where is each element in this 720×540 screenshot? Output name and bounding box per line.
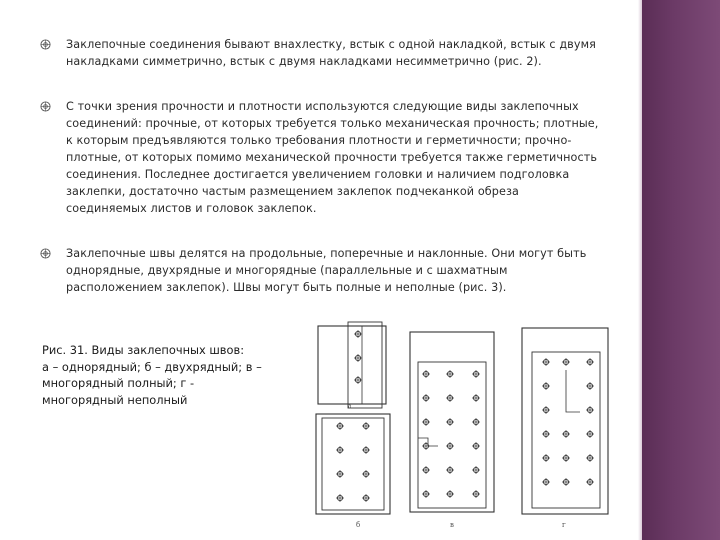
wheel-bullet-icon [40, 248, 51, 259]
figure-caption [42, 342, 282, 408]
label-a: а [348, 403, 352, 410]
bullet-text: Заклепочные швы делятся на продольные, поперечные и наклонные. Они могут быть однорядные, двухрядные и многорядные (параллельные и с шахматным расположением заклепок). Швы могут быть полные и неполные (рис. 3). [66, 247, 587, 294]
panel-b [316, 414, 390, 529]
bullet-text: С точки зрения прочности и плотности используются следующие виды заклепочных соединений: прочные, от которых требуется только механическая прочность; плотные, к которым предъявляются только требования плотности и герметичности; прочно-плотные, от которых помимо механической прочности требуется также герметичность соединения. Последнее достигается увеличением головки и наличием подголовка заклепки, достаточно частым размещением заклепок подчеканкой обреза соединяемых листов и головок заклепок. [66, 100, 599, 215]
label-g: г [562, 521, 566, 529]
caption-line: многорядный неполный [42, 392, 188, 407]
label-v: в [450, 521, 454, 529]
bullet-item [40, 245, 600, 296]
caption-line: а – однорядный; б – двухрядный; в – [42, 359, 262, 374]
bullet-list [40, 36, 600, 296]
bullet-item [40, 98, 600, 217]
panel-g [522, 328, 608, 529]
panel-a [318, 322, 386, 410]
wheel-bullet-icon [40, 101, 51, 112]
decorative-sidebar [642, 0, 720, 540]
panel-v [410, 332, 494, 529]
caption-line: Рис. 31. Виды заклепочных швов: [42, 343, 245, 357]
wheel-bullet-icon [40, 39, 51, 50]
bullet-item [40, 36, 600, 70]
caption-line: многорядный полный; г - [42, 376, 195, 390]
bullet-text: Заклепочные соединения бывают внахлестку, встык с одной накладкой, встык с двумя накладками симметрично, встык с двумя накладками несимметрично (рис. 2). [66, 38, 596, 68]
label-b: б [356, 521, 361, 529]
rivet-seams-figure [300, 318, 630, 533]
